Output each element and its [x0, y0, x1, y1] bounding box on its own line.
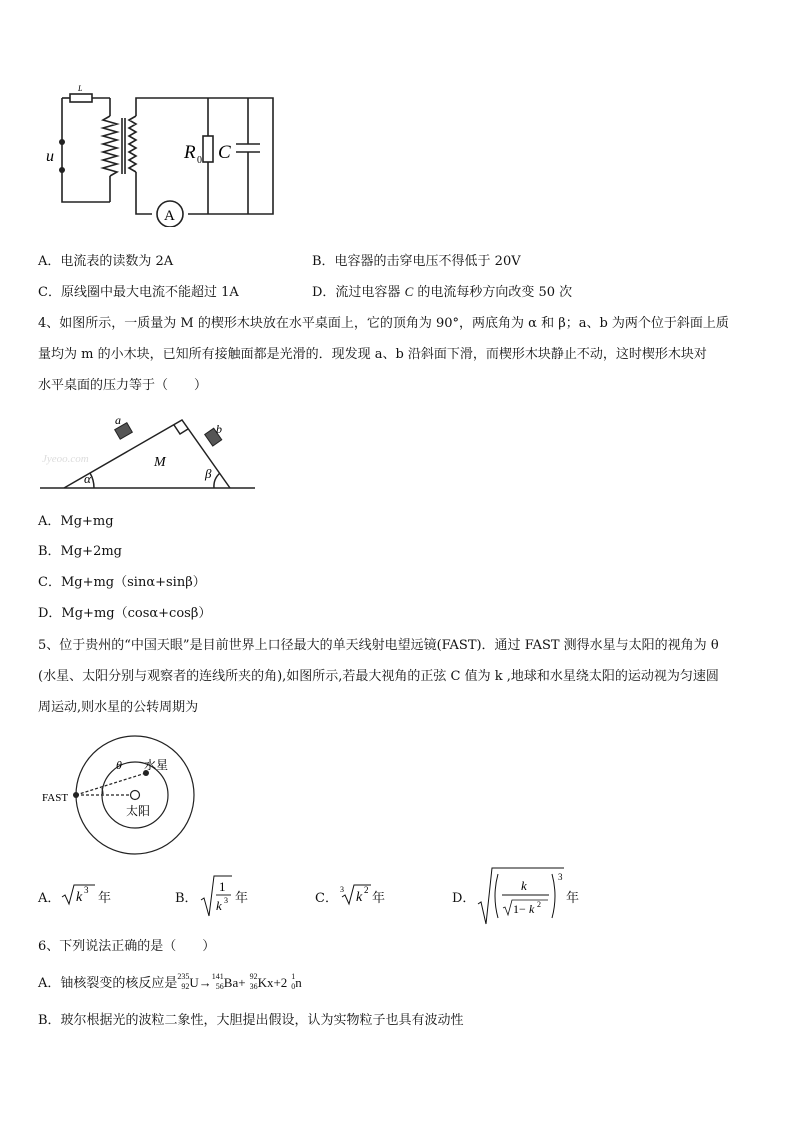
q5-option-c-formula	[339, 882, 373, 908]
svg-text:2: 2	[537, 900, 541, 909]
svg-text:3: 3	[340, 885, 344, 894]
svg-text:3: 3	[224, 896, 228, 905]
svg-text:k: k	[216, 898, 222, 913]
label-mercury: 水星	[144, 758, 169, 772]
label-b: b	[216, 422, 222, 436]
q3-option-b: B．电容器的击穿电压不得低于 20V	[312, 254, 521, 269]
q4-option-a: A．Mg+mg	[38, 514, 114, 529]
label-sun: 太阳	[126, 804, 151, 818]
wedge-watermark: Jyeoo.com	[42, 453, 89, 465]
q6-option-b: B．玻尔根据光的波粒二象性，大胆提出假设，认为实物粒子也具有波动性	[38, 1013, 464, 1028]
q6-option-a: A．铀核裂变的核反应是 235 92 U→ 141 56 Ba+ 92 36 Kx+2 1 0 n	[38, 972, 302, 992]
wedge-figure	[40, 400, 260, 495]
label-alpha: α	[84, 471, 91, 486]
q3-option-c: C．原线圈中最大电流不能超过 1A	[38, 285, 239, 300]
label-r0-sub: 0	[197, 155, 202, 166]
label-c: C	[218, 142, 231, 163]
q6-stem: 6、下列说法正确的是（ ）	[38, 939, 216, 954]
label-a: a	[115, 413, 121, 427]
q5-option-c-unit: 年	[372, 891, 386, 906]
svg-text:1: 1	[219, 879, 226, 894]
svg-text:3: 3	[84, 885, 89, 895]
q4-stem-line2: 量均为 m 的小木块，已知所有接触面都是光滑的．现发现 a、b 沿斜面下滑，而楔形木块静止不动，这时楔形木块对	[38, 347, 707, 362]
svg-text:k: k	[521, 878, 527, 893]
q5-stem-line1: 5、位于贵州的“中国天眼”是目前世界上口径最大的单天线射电望远镜(FAST)．通过 FAST 测得水星与太阳的视角为 θ	[38, 638, 719, 653]
label-beta: β	[205, 466, 212, 481]
q5-option-a-formula	[60, 882, 98, 908]
label-u: u	[46, 148, 54, 165]
label-theta: θ	[116, 758, 122, 772]
label-l: L	[78, 84, 83, 93]
q5-stem-line2: (水星、太阳分别与观察者的连线所夹的角),如图所示,若最大视角的正弦 C 值为 k ,地球和水星绕太阳的运动视为匀速圆	[38, 669, 719, 684]
svg-text:k: k	[356, 890, 363, 905]
q5-option-b-formula	[199, 874, 233, 920]
q5-option-d-unit: 年	[566, 891, 580, 906]
label-fast: FAST	[42, 792, 69, 804]
transformer-circuit-figure	[40, 82, 280, 227]
q5-option-c-label: C．	[315, 891, 338, 906]
svg-text:k: k	[529, 902, 535, 916]
q5-option-b-unit: 年	[235, 891, 249, 906]
q4-option-c: C．Mg+mg（sinα+sinβ）	[38, 575, 206, 590]
q3-option-d: D．流过电容器 C 的电流每秒方向改变 50 次	[312, 284, 573, 300]
q5-stem-line3: 周运动,则水星的公转周期为	[38, 700, 199, 715]
orbit-figure	[40, 733, 220, 863]
q5-option-b-label: B．	[175, 891, 198, 906]
svg-text:2: 2	[364, 885, 369, 895]
q4-stem-line3: 水平桌面的压力等于（ ）	[38, 378, 208, 393]
q5-option-d-formula	[476, 866, 566, 928]
q4-stem-line1: 4、如图所示，一质量为 M 的楔形木块放在水平桌面上，它的顶角为 90°，两底角为 α 和 β；a、b 为两个位于斜面上质	[38, 316, 729, 331]
svg-text:k: k	[76, 890, 83, 905]
label-m: M	[154, 455, 166, 470]
svg-text:1−: 1−	[513, 902, 526, 916]
ammeter-label: A	[164, 208, 175, 224]
q4-option-b: B．Mg+2mg	[38, 544, 122, 559]
label-r0: R	[184, 142, 196, 163]
svg-text:3: 3	[558, 872, 563, 882]
q3-option-a: A．电流表的读数为 2A	[38, 254, 174, 269]
q4-option-d: D．Mg+mg（cosα+cosβ）	[38, 606, 212, 621]
q5-option-a-unit: 年	[98, 891, 112, 906]
q5-option-a-label: A．	[38, 891, 61, 906]
q5-option-d-label: D．	[452, 891, 476, 906]
